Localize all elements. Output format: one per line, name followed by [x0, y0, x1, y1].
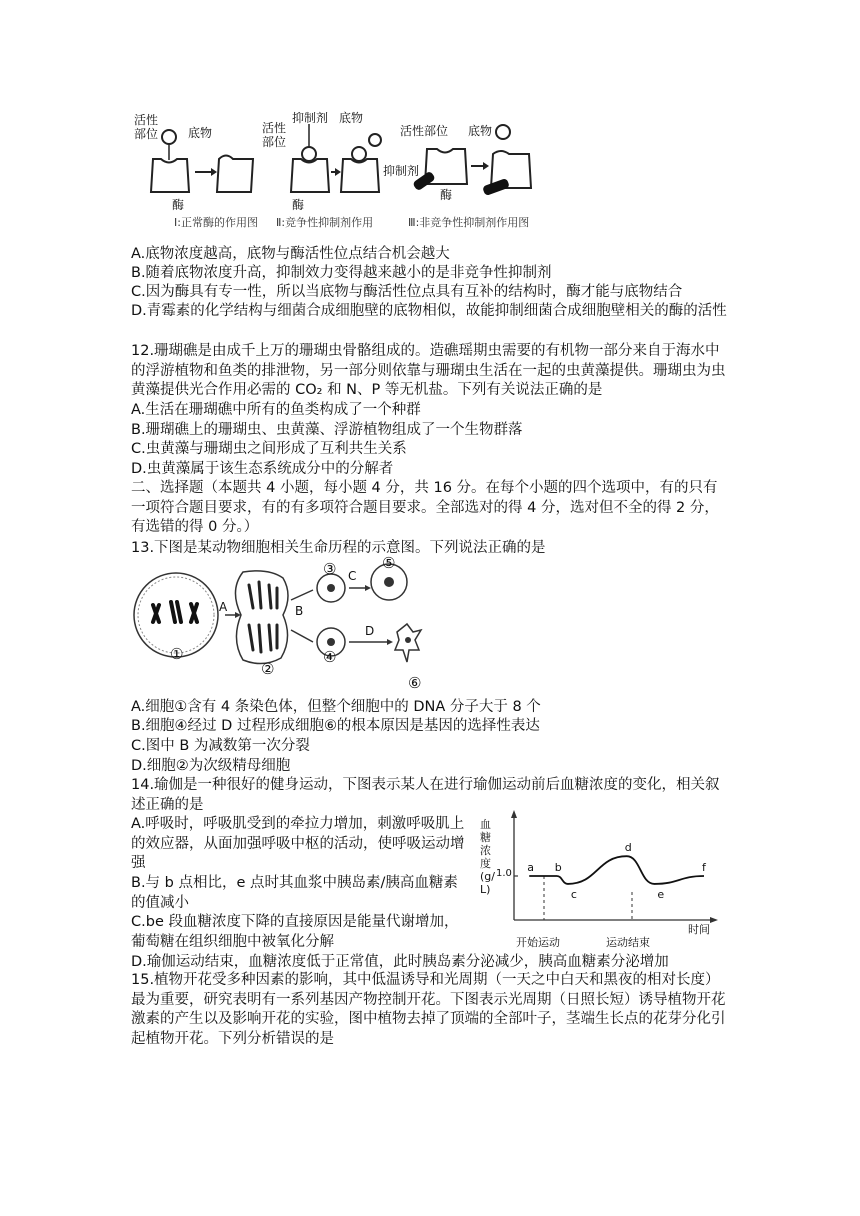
q14-option-c: C.be 段血糖浓度下降的直接原因是能量代谢增加，葡萄糖在组织细胞中被氧化分解 [131, 914, 459, 950]
point-label-b: b [554, 861, 562, 874]
q12-option-d: D.虫黄藻属于该生态系统成分中的分解者 [131, 461, 394, 477]
chart-ylabel: 血糖浓度(g/L) [480, 818, 495, 896]
caption-noncompetitive: Ⅲ:非竞争性抑制剂作用图 [408, 216, 530, 229]
caption-normal-enzyme: Ⅰ:正常酶的作用图 [174, 216, 258, 229]
label-substrate-3: 底物 [468, 124, 493, 138]
q13-option-c: C.图中 B 为减数第一次分裂 [131, 738, 310, 754]
label-active-site-1: 活性 部位 [134, 113, 159, 141]
label-process-b: B [295, 604, 304, 618]
q13-option-b: B.细胞④经过 D 过程形成细胞⑥的根本原因是基因的选择性表达 [131, 718, 540, 734]
label-process-a: A [219, 600, 228, 614]
label-process-d: D [365, 624, 375, 638]
q14-option-d: D.瑜伽运动结束，血糖浓度低于正常值，此时胰岛素分泌减少，胰高血糖素分泌增加 [131, 954, 669, 970]
section-2-heading: 二、选择题（本题共 4 小题，每小题 4 分，共 16 分。在每个小题的四个选项中，有的只有一项符合题目要求，有的有多项符合题目要求。全部选对的得 4 分，选对但不全的得 2 分，有选错的得 0 分。） [131, 480, 719, 536]
label-inhibitor-2: 抑制剂 [292, 111, 329, 125]
point-label-a: a [527, 861, 534, 874]
q14-option-b: B.与 b 点相比，e 点时其血浆中胰岛素/胰高血糖素的值减小 [131, 875, 458, 911]
label-active-site-2: 活性 部位 [262, 121, 287, 149]
label-substrate-1: 底物 [188, 126, 213, 140]
label-cell-2: ② [261, 660, 275, 678]
q14-stem: 14.瑜伽是一种很好的健身运动，下图表示某人在进行瑜伽运动前后血糖浓度的变化，相关叙述正确的是 [131, 777, 720, 813]
label-enzyme-2: 酶 [292, 198, 305, 212]
label-cell-6: ⑥ [408, 674, 422, 692]
q12-option-c: C.虫黄藻与珊瑚虫之间形成了互利共生关系 [131, 441, 407, 457]
caption-competitive: Ⅱ:竞争性抑制剂作用 [276, 216, 374, 229]
point-label-e: e [657, 887, 665, 901]
point-label-f: f [702, 861, 706, 874]
q14-option-a: A.呼吸时，呼吸肌受到的牵拉力增加，刺激呼吸肌上的效应器，从面加强呼吸中枢的活动，使呼吸运动增强 [131, 816, 465, 872]
q13-stem: 13.下图是某动物细胞相关生命历程的示意图。下列说法正确的是 [131, 540, 546, 556]
label-enzyme-3: 酶 [440, 188, 453, 202]
point-label-d: d [624, 841, 632, 855]
q11-option-b: B.随着底物浓度升高，抑制效力变得越来越小的是非竞争性抑制剂 [131, 265, 552, 281]
q13-option-a: A.细胞①含有 4 条染色体，但整个细胞中的 DNA 分子大于 8 个 [131, 699, 541, 715]
blood-glucose-chart [478, 808, 722, 950]
label-cell-1: ① [170, 645, 184, 663]
label-substrate-2: 底物 [339, 111, 364, 125]
q15-stem: 15.植物开花受多种因素的影响，其中低温诱导和光周期（一天之中白天和黑夜的相对长度）最为重要，研究表明有一系列基因产物控制开花。下图表示光周期（日照长短）诱导植物开花激素的产生以及影响开花的实验，图中植物去掉了顶端的全部叶子，茎端生长点的花芽分化引起植物开花。下列分析错误的是 [131, 972, 726, 1047]
q12-option-b: B.珊瑚礁上的珊瑚虫、虫黄藻、浮游植物组成了一个生物群落 [131, 422, 523, 438]
q11-option-d: D.青霉素的化学结构与细菌合成细胞壁的底物相似，故能抑制细菌合成细胞壁相关的酶的活性 [131, 303, 727, 319]
chart-ytick-label: 1.0 [496, 868, 512, 879]
label-process-c: C [348, 569, 357, 583]
annotation-end: 运动结束 [606, 936, 650, 949]
q13-option-d: D.细胞②为次级精母细胞 [131, 758, 291, 774]
cell-cycle-figure [131, 560, 431, 688]
label-cell-3: ③ [323, 560, 337, 578]
point-label-c: c [570, 887, 577, 901]
label-enzyme-1: 酶 [172, 198, 185, 212]
label-cell-4: ④ [323, 648, 337, 666]
chart-xlabel: 时间 [688, 923, 710, 936]
q11-option-a: A.底物浓度越高，底物与酶活性位点结合机会越大 [131, 246, 450, 262]
q12-stem: 12.珊瑚礁是由成千上万的珊瑚虫骨骼组成的。造礁瑶期虫需要的有机物一部分来自于海水中的浮游植物和鱼类的排泄物，另一部分则依靠与珊瑚虫生活在一起的虫黄藻提供。珊瑚虫为虫黄藻提供光合作用必需的 CO₂ 和 N、P 等无机盐。下列有关说法正确的是 [131, 343, 726, 399]
annotation-start: 开始运动 [516, 936, 560, 949]
q11-option-c: C.因为酶具有专一性，所以当底物与酶活性位点具有互补的结构时，酶才能与底物结合 [131, 284, 683, 300]
label-active-site-3: 活性部位 [400, 124, 449, 138]
label-inhibitor-3: 抑制剂 [383, 164, 420, 178]
label-cell-5: ⑤ [382, 554, 396, 572]
q12-option-a: A.生活在珊瑚礁中所有的鱼类构成了一个种群 [131, 402, 421, 418]
